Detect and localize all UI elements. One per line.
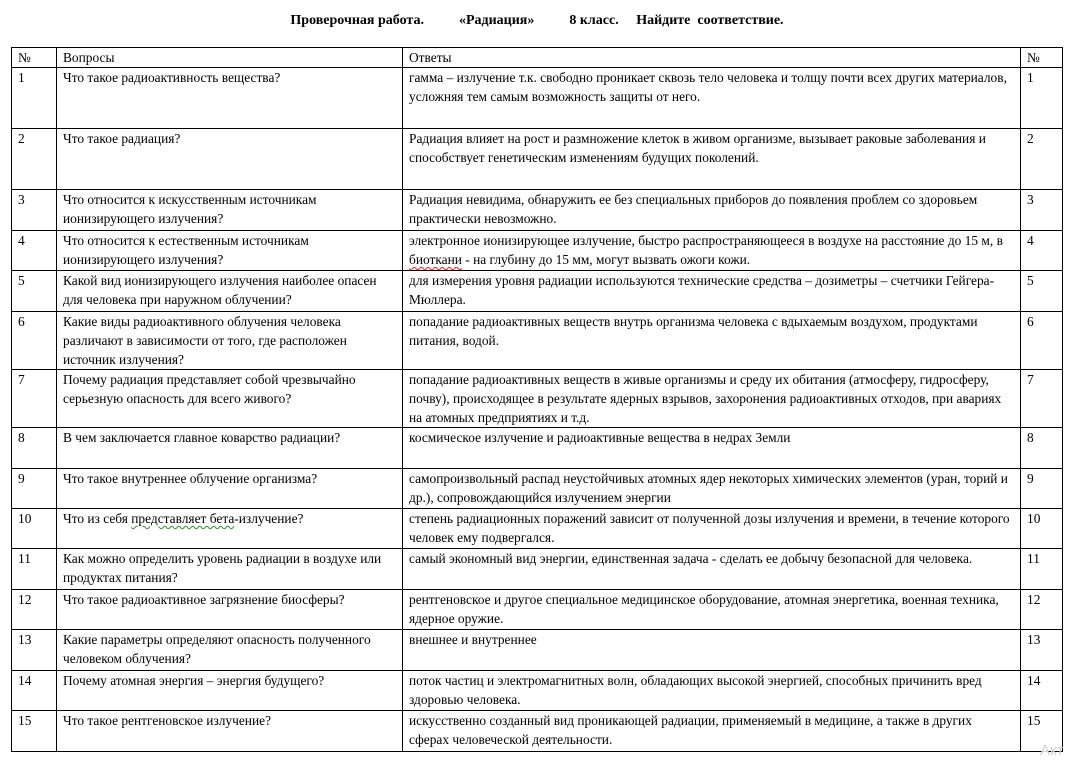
answer-text: самый экономный вид энергии, единственная задача - сделать ее добычу безопасной для человека.	[403, 549, 1021, 590]
question-text: Что относится к естественным источникам ионизирующего излучения?	[57, 231, 403, 271]
question-number: 12	[12, 590, 57, 630]
answer-number: 10	[1021, 509, 1063, 549]
table-row	[12, 68, 1063, 129]
answer-number: 8	[1021, 428, 1063, 469]
question-number: 10	[12, 509, 57, 549]
answer-text: попадание радиоактивных веществ внутрь организма человека с вдыхаемым воздухом, продуктами питания, водой.	[403, 312, 1021, 370]
question-number: 14	[12, 671, 57, 711]
activation-watermark: Акт	[1040, 742, 1064, 759]
grammar-marked-phrase: представляет бета	[131, 511, 235, 526]
question-text: В чем заключается главное коварство радиации?	[57, 428, 403, 469]
header-answers: Ответы	[403, 48, 1021, 68]
question-text-part: -излучение?	[234, 511, 304, 526]
answer-text: попадание радиоактивных веществ в живые организмы и среду их обитания (атмосферу, гидросферу, почву), происходящее в результате ядерных взрывов, захоронения радиоактивных отходов, при авариях на атомных предприятиях и т.д.	[403, 370, 1021, 428]
answer-text-part: - на глубину до 15 мм, могут вызвать ожоги кожи.	[461, 252, 751, 267]
question-text: Как можно определить уровень радиации в воздухе или продуктах питания?	[57, 549, 403, 590]
table-row	[12, 590, 1063, 630]
spellcheck-marked-word: биоткани	[409, 252, 462, 267]
table-row	[12, 671, 1063, 711]
table-row	[12, 469, 1063, 509]
answer-number: 3	[1021, 190, 1063, 231]
table-row	[12, 630, 1063, 671]
question-text: Что такое внутреннее облучение организма?	[57, 469, 403, 509]
answer-text: рентгеновское и другое специальное медицинское оборудование, атомная энергетика, военная техника, ядерное оружие.	[403, 590, 1021, 630]
table-row	[12, 428, 1063, 469]
table-row	[12, 370, 1063, 428]
answer-text: Радиация невидима, обнаружить ее без специальных приборов до появления проблем со здоровьем практически невозможно.	[403, 190, 1021, 231]
answer-number: 11	[1021, 549, 1063, 590]
answer-number: 1	[1021, 68, 1063, 129]
answer-number: 14	[1021, 671, 1063, 711]
question-text: Что такое радиоактивное загрязнение биосферы?	[57, 590, 403, 630]
answer-number: 13	[1021, 630, 1063, 671]
question-number: 15	[12, 711, 57, 752]
question-number: 5	[12, 271, 57, 312]
question-text: Что относится к искусственным источникам ионизирующего излучения?	[57, 190, 403, 231]
answer-text: поток частиц и электромагнитных волн, обладающих высокой энергией, способных причинить вред здоровью человека.	[403, 671, 1021, 711]
table-row	[12, 129, 1063, 190]
answer-number: 6	[1021, 312, 1063, 370]
answer-text: Радиация влияет на рост и размножение клеток в живом организме, вызывает раковые заболевания и способствует генетическим изменениям будущих поколений.	[403, 129, 1021, 190]
page-title: Проверочная работа. «Радиация» 8 класс. Найдите соответствие.	[290, 13, 784, 28]
question-text: Какие виды радиоактивного облучения человека различают в зависимости от того, где расположен источник излучения?	[57, 312, 403, 370]
question-number: 7	[12, 370, 57, 428]
answer-number: 7	[1021, 370, 1063, 428]
question-number: 2	[12, 129, 57, 190]
question-number: 11	[12, 549, 57, 590]
question-text: Что такое радиация?	[57, 129, 403, 190]
answer-number: 15	[1021, 711, 1063, 752]
answer-text: гамма – излучение т.к. свободно проникает сквозь тело человека и толщу почти всех других материалов, усложняя тем самым возможность защиты от него.	[403, 68, 1021, 129]
answer-number: 5	[1021, 271, 1063, 312]
question-text-part: Что из себя	[63, 511, 132, 526]
question-text: Что такое рентгеновское излучение?	[57, 711, 403, 752]
answer-text: искусственно созданный вид проникающей радиации, применяемый в медицине, а также в других сферах человеческой деятельности.	[403, 711, 1021, 752]
question-number: 9	[12, 469, 57, 509]
question-text: Что такое радиоактивность вещества?	[57, 68, 403, 129]
table-row	[12, 509, 1063, 549]
question-number: 8	[12, 428, 57, 469]
answer-number: 2	[1021, 129, 1063, 190]
question-number: 4	[12, 231, 57, 271]
answer-text: для измерения уровня радиации используются технические средства – дозиметры – счетчики Гейгера-Мюллера.	[403, 271, 1021, 312]
header-questions: Вопросы	[57, 48, 403, 68]
question-number: 13	[12, 630, 57, 671]
answer-number: 4	[1021, 231, 1063, 271]
question-text: Почему радиация представляет собой чрезвычайно серьезную опасность для всего живого?	[57, 370, 403, 428]
question-number: 6	[12, 312, 57, 370]
question-text: Почему атомная энергия – энергия будущего?	[57, 671, 403, 711]
answer-text: космическое излучение и радиоактивные вещества в недрах Земли	[403, 428, 1021, 469]
answer-text	[403, 231, 1021, 271]
table-row	[12, 312, 1063, 370]
answer-number: 12	[1021, 590, 1063, 630]
table-row	[12, 711, 1063, 752]
header-num-right: №	[1021, 48, 1063, 68]
question-text: Какие параметры определяют опасность полученного человеком облучения?	[57, 630, 403, 671]
answer-text-part: электронное ионизирующее излучение, быстро распространяющееся в воздухе на расстояние до 15 м, в	[409, 233, 1003, 248]
table-row	[12, 231, 1063, 271]
answer-text: внешнее и внутреннее	[403, 630, 1021, 671]
answer-number: 9	[1021, 469, 1063, 509]
table-header-row	[12, 48, 1063, 68]
answer-text: степень радиационных поражений зависит от полученной дозы излучения и времени, в течение которого человек ему подвергался.	[403, 509, 1021, 549]
table-row	[12, 271, 1063, 312]
matching-table	[11, 47, 1063, 752]
question-text: Какой вид ионизирующего излучения наиболее опасен для человека при наружном облучении?	[57, 271, 403, 312]
question-text	[57, 509, 403, 549]
question-number: 1	[12, 68, 57, 129]
table-row	[12, 190, 1063, 231]
table-row	[12, 549, 1063, 590]
header-num-left: №	[12, 48, 57, 68]
answer-text: самопроизвольный распад неустойчивых атомных ядер некоторых химических элементов (уран, торий и др.), сопровождающийся излучением энергии	[403, 469, 1021, 509]
question-number: 3	[12, 190, 57, 231]
